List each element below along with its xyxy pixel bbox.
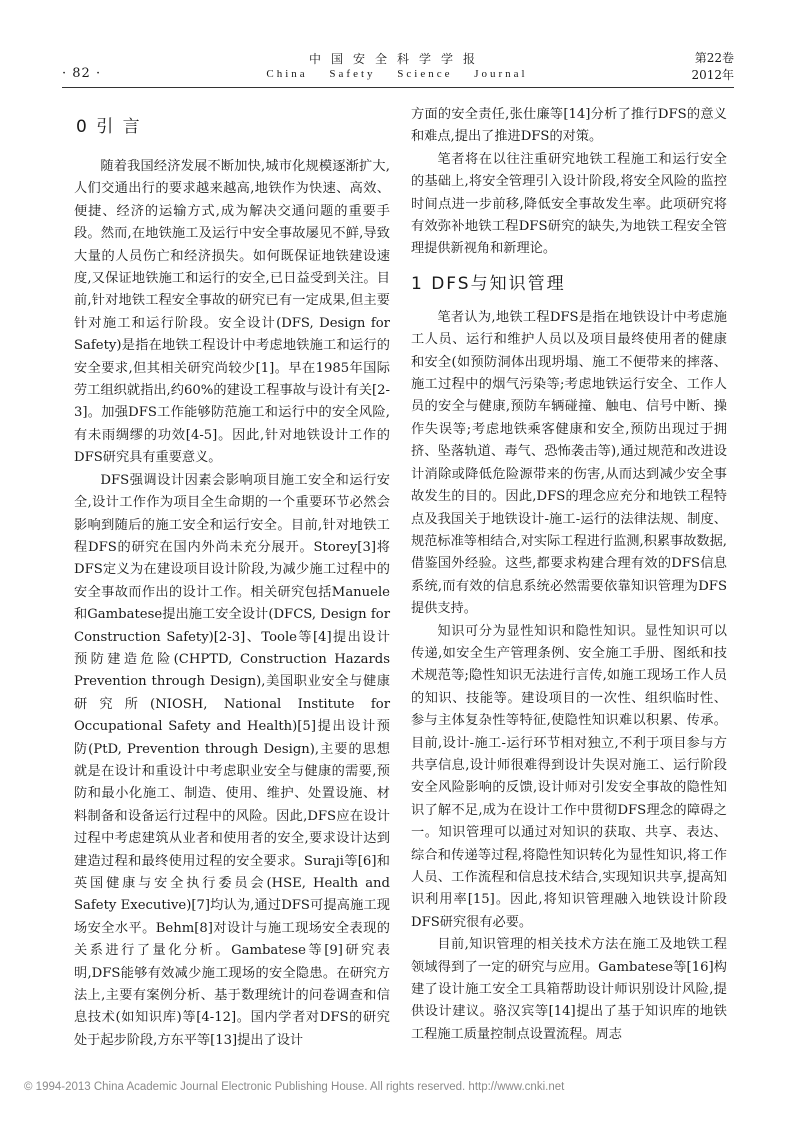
left-column [74, 112, 390, 1052]
section-0-paragraph-1: 随着我国经济发展不断加快,城市化规模逐渐扩大,人们交通出行的要求越来越高,地铁作为快速、高效、便捷、经济的运输方式,成为解决交通问题的重要手段。然而,在地铁施工及运行中安全事故屡见不鲜,导致大量的人员伤亡和经济损失。如何既保证地铁建设速度,又保证地铁施工和运行的安全,已日益受到关注。目前,针对地铁工程安全事故的研究已有一定成果,但主要针对施工和运行阶段。安全设计(DFS, Design for Safety)是指在地铁工程设计中考虑地铁施工和运行的安全要求,但其相关研究尚较少[1]。早在1985年国际劳工组织就指出,约60%的建设工程事故与设计有关[2-3]。加强DFS工作能够防范施工和运行中的安全风险,有未雨绸缪的功效[4-5]。因此,针对地铁设计工作的DFS研究具有重要意义。 [74, 159, 390, 466]
section-0-heading: 0 引 言 [76, 117, 142, 137]
section-1-paragraph-3: 目前,知识管理的相关技术方法在施工及地铁工程领域得到了一定的研究与应用。Gambatese等[16]构建了设计施工安全工具箱帮助设计师识别设计风险,提供设计建议。骆汉宾等[14]提出了基于知识库的地铁工程施工质量控制点设置流程。周志 [411, 937, 727, 1042]
journal-title-en: China Safety Science Journal [266, 68, 528, 80]
header-divider [62, 87, 734, 88]
section-0-paragraph-3: 笔者将在以往注重研究地铁工程施工和运行安全的基础上,将安全管理引入设计阶段,将安全风险的监控时间点进一步前移,降低安全事故发生率。此项研究将有效弥补地铁工程DFS研究的缺失,为地铁工程安全管理提供新视角和新理论。 [411, 151, 727, 257]
continued-paragraph: 方面的安全责任,张仕廉等[14]分析了推行DFS的意义和难点,提出了推进DFS的对策。 [411, 107, 727, 145]
publication-year: 2012年 [691, 68, 734, 82]
section-1-paragraph-1: 笔者认为,地铁工程DFS是指在地铁设计中考虑施工人员、运行和维护人员以及项目最终使用者的健康和安全(如预防洞体出现坍塌、施工不便带来的摔落、施工过程中的烟气污染等;考虑地铁运行安全、工作人员的安全与健康,预防车辆碰撞、触电、信号中断、操作失误等;考虑地铁乘客健康和安全,预防出现过于拥挤、坠落轨道、毒气、恐怖袭击等),通过规范和改进设计消除或降低危险源带来的伤害,从而达到减少安全事故发生的目的。因此,DFS的理念应充分和地铁工程特点及我国关于地铁设计-施工-运行的法律法规、制度、规范标准等相结合,对实际工程进行监测,积累事故数据,借鉴国外经验。这些,都要求构建合理有效的DFS信息系统,而有效的信息系统必然需要依靠知识管理为DFS提供支持。 [411, 309, 727, 617]
section-1-paragraph-2: 知识可分为显性知识和隐性知识。显性知识可以传递,如安全生产管理条例、安全施工手册、图纸和技术规范等;隐性知识无法进行言传,如施工现场工作人员的知识、技能等。建设项目的一次性、组织临时性、参与主体复杂性等特征,使隐性知识难以积累、传承。目前,设计-施工-运行环节相对独立,不利于项目参与方共享信息,设计师很难得到设计失误对施工、运行阶段安全风险影响的反馈,设计师对引发安全事故的隐性知识了解不足,成为在设计工作中贯彻DFS理念的障碍之一。知识管理可以通过对知识的获取、共享、表达、综合和传递等过程,将隐性知识转化为显性知识,将工作人员、工作流程和信息技术结合,实现知识共享,提高知识利用率[15]。因此,将知识管理融入地铁设计阶段DFS研究很有必要。 [411, 623, 727, 930]
volume-number: 第22卷 [694, 51, 734, 65]
section-0-paragraph-2: DFS强调设计因素会影响项目施工安全和运行安全,设计工作作为项目全生命期的一个重要环节必然会影响到随后的施工安全和运行安全。目前,针对地铁工程DFS的研究在国内外尚未充分展开。Storey[3]将DFS定义为在建设项目设计阶段,为减少施工过程中的安全事故而作出的设计工作。相关研究包括Manuele和Gambatese提出施工安全设计(DFCS, Design for Construction Safety)[2-3]、Toole等[4]提出设计预防建造危险(CHPTD, Construction Hazards Prevention through Design),美国职业安全与健康研究所(NIOSH, National Institute for Occupational Safety and Health)[5]提出设计预防(PtD, Prevention through Design),主要的思想就是在设计和重设计中考虑职业安全与健康的需要,预防和最小化施工、制造、使用、维护、处置设施、材料制备和设备运行过程中的风险。因此,DFS应在设计过程中考虑建筑从业者和使用者的安全,要求设计达到建造过程和最终使用过程的安全要求。Suraji等[6]和英国健康与安全执行委员会(HSE, Health and Safety Executive)[7]均认为,通过DFS可提高施工现场安全水平。Behm[8]对设计与施工现场安全表现的关系进行了量化分析。Gambatese等[9]研究表明,DFS能够有效减少施工现场的安全隐患。在研究方法上,主要有案例分析、基于数理统计的问卷调查和信息技术(如知识库)等[4-12]。国内学者对DFS的研究处于起步阶段,方东平等[13]提出了设计 [74, 472, 390, 1048]
volume-info [691, 50, 734, 84]
page-number: · 82 · [62, 66, 102, 81]
journal-title-cn: 中国安全科学学报 [308, 52, 485, 66]
copyright-footer: © 1994-2013 China Academic Journal Electronic Publishing House. All rights reserved. http://www.cnki.net [24, 1081, 565, 1093]
section-1-heading: 1 DFS与知识管理 [411, 273, 566, 294]
page-header [0, 0, 794, 90]
right-column [411, 104, 727, 1046]
